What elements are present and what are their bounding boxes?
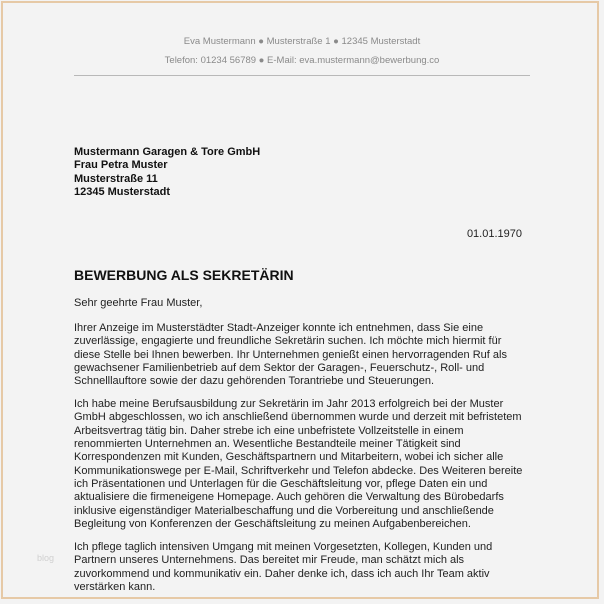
text-line: diese Stelle bei Ihnen bewerben. Ihr Unternehmen genießt einen hervorragenden Ruf als bbox=[74, 348, 507, 361]
paragraph-3 bbox=[74, 541, 492, 594]
text-line: zuvorkommend und kommunikativ ein. Daher denke ich, dass ich auch Ihr Team aktiv bbox=[74, 567, 490, 580]
text-line: ich Präsentationen und Unterlagen für die Geschäftsleitung vor, pflege Daten ein und bbox=[74, 478, 488, 491]
text-line: Ich habe meine Berufsausbildung zur Sekretärin im Jahr 2013 erfolgreich bei der Muster bbox=[74, 398, 504, 410]
recipient-city: 12345 Musterstadt bbox=[74, 186, 170, 199]
text-line: Korrespondenzen mit Kunden, Geschäftspartnern und Mitarbeitern, wobei ich sicher alle bbox=[74, 451, 504, 464]
sender-address: Eva Mustermann ● Musterstraße 1 ● 12345 Musterstadt bbox=[183, 36, 421, 47]
text-line: Schnelllauftore sowie der dazu gehörenden Torantriebe und Steuerungen. bbox=[74, 375, 434, 388]
text-line: zuverlässige, engagierte und freundliche Sekretärin suchen. Ich möchte mich hiermit für bbox=[74, 335, 502, 348]
text-line: gewachsener Familienbetrieb auf dem Sektor der Garagen-, Feuerschutz-, Roll- und bbox=[74, 362, 485, 375]
paragraph-2 bbox=[74, 398, 522, 531]
text-line: Kommunikationswege per E-Mail, Schriftverkehr und Telefon abdecke. Des Weiteren bereite bbox=[74, 464, 523, 477]
header-divider bbox=[74, 75, 530, 76]
letter-title: BEWERBUNG ALS SEKRETÄRIN bbox=[74, 267, 294, 283]
text-line: Arbeitsvertrag tätig bin. Daher strebe ich eine unbefristete Vollzeitstelle in einem bbox=[74, 424, 464, 437]
recipient-street: Musterstraße 11 bbox=[74, 172, 158, 185]
text-line: Ihrer Anzeige im Musterstädter Stadt-Anzeiger konnte ich entnehmen, dass Sie eine bbox=[74, 322, 484, 334]
recipient-address bbox=[74, 146, 260, 200]
paragraph-1 bbox=[74, 322, 507, 389]
sender-contact: Telefon: 01234 56789 ● E-Mail: eva.mustermann@bewerbung.co bbox=[164, 55, 440, 66]
text-line: Partnern unseres Unternehmens. Das bereitet mir Freude, man schätzt mich als bbox=[74, 554, 465, 567]
text-line: verstärken kann. bbox=[74, 581, 156, 594]
recipient-name: Frau Petra Muster bbox=[74, 159, 168, 172]
text-line: Ich pflege taglich intensiven Umgang mit meinen Vorgesetzten, Kollegen, Kunden und bbox=[74, 541, 493, 553]
text-line: renommierten Unternehmen an. Wesentliche Bestandteile meiner Tätigkeit sind bbox=[74, 438, 461, 451]
text-line: inklusive eigenständiger Materialbeschaffung und die Vorbereitung und anschließende bbox=[74, 504, 494, 517]
text-line: aktualisiere die firmeneigene Homepage. Auch gehören die Verwaltung des Bürobedarfs bbox=[74, 491, 504, 504]
text-line: GmbH abgeschlossen, wo ich anschließend übernommen wurde und derzeit mit befristetem bbox=[74, 411, 522, 424]
watermark: blog bbox=[37, 553, 55, 563]
recipient-company: Mustermann Garagen & Tore GmbH bbox=[74, 146, 261, 158]
salutation: Sehr geehrte Frau Muster, bbox=[74, 297, 203, 309]
text-line: Begleitung von Konferenzen der Geschäftsleitung zu meinen Aufgabenbereichen. bbox=[74, 518, 471, 531]
letter-date: 01.01.1970 bbox=[466, 228, 522, 240]
